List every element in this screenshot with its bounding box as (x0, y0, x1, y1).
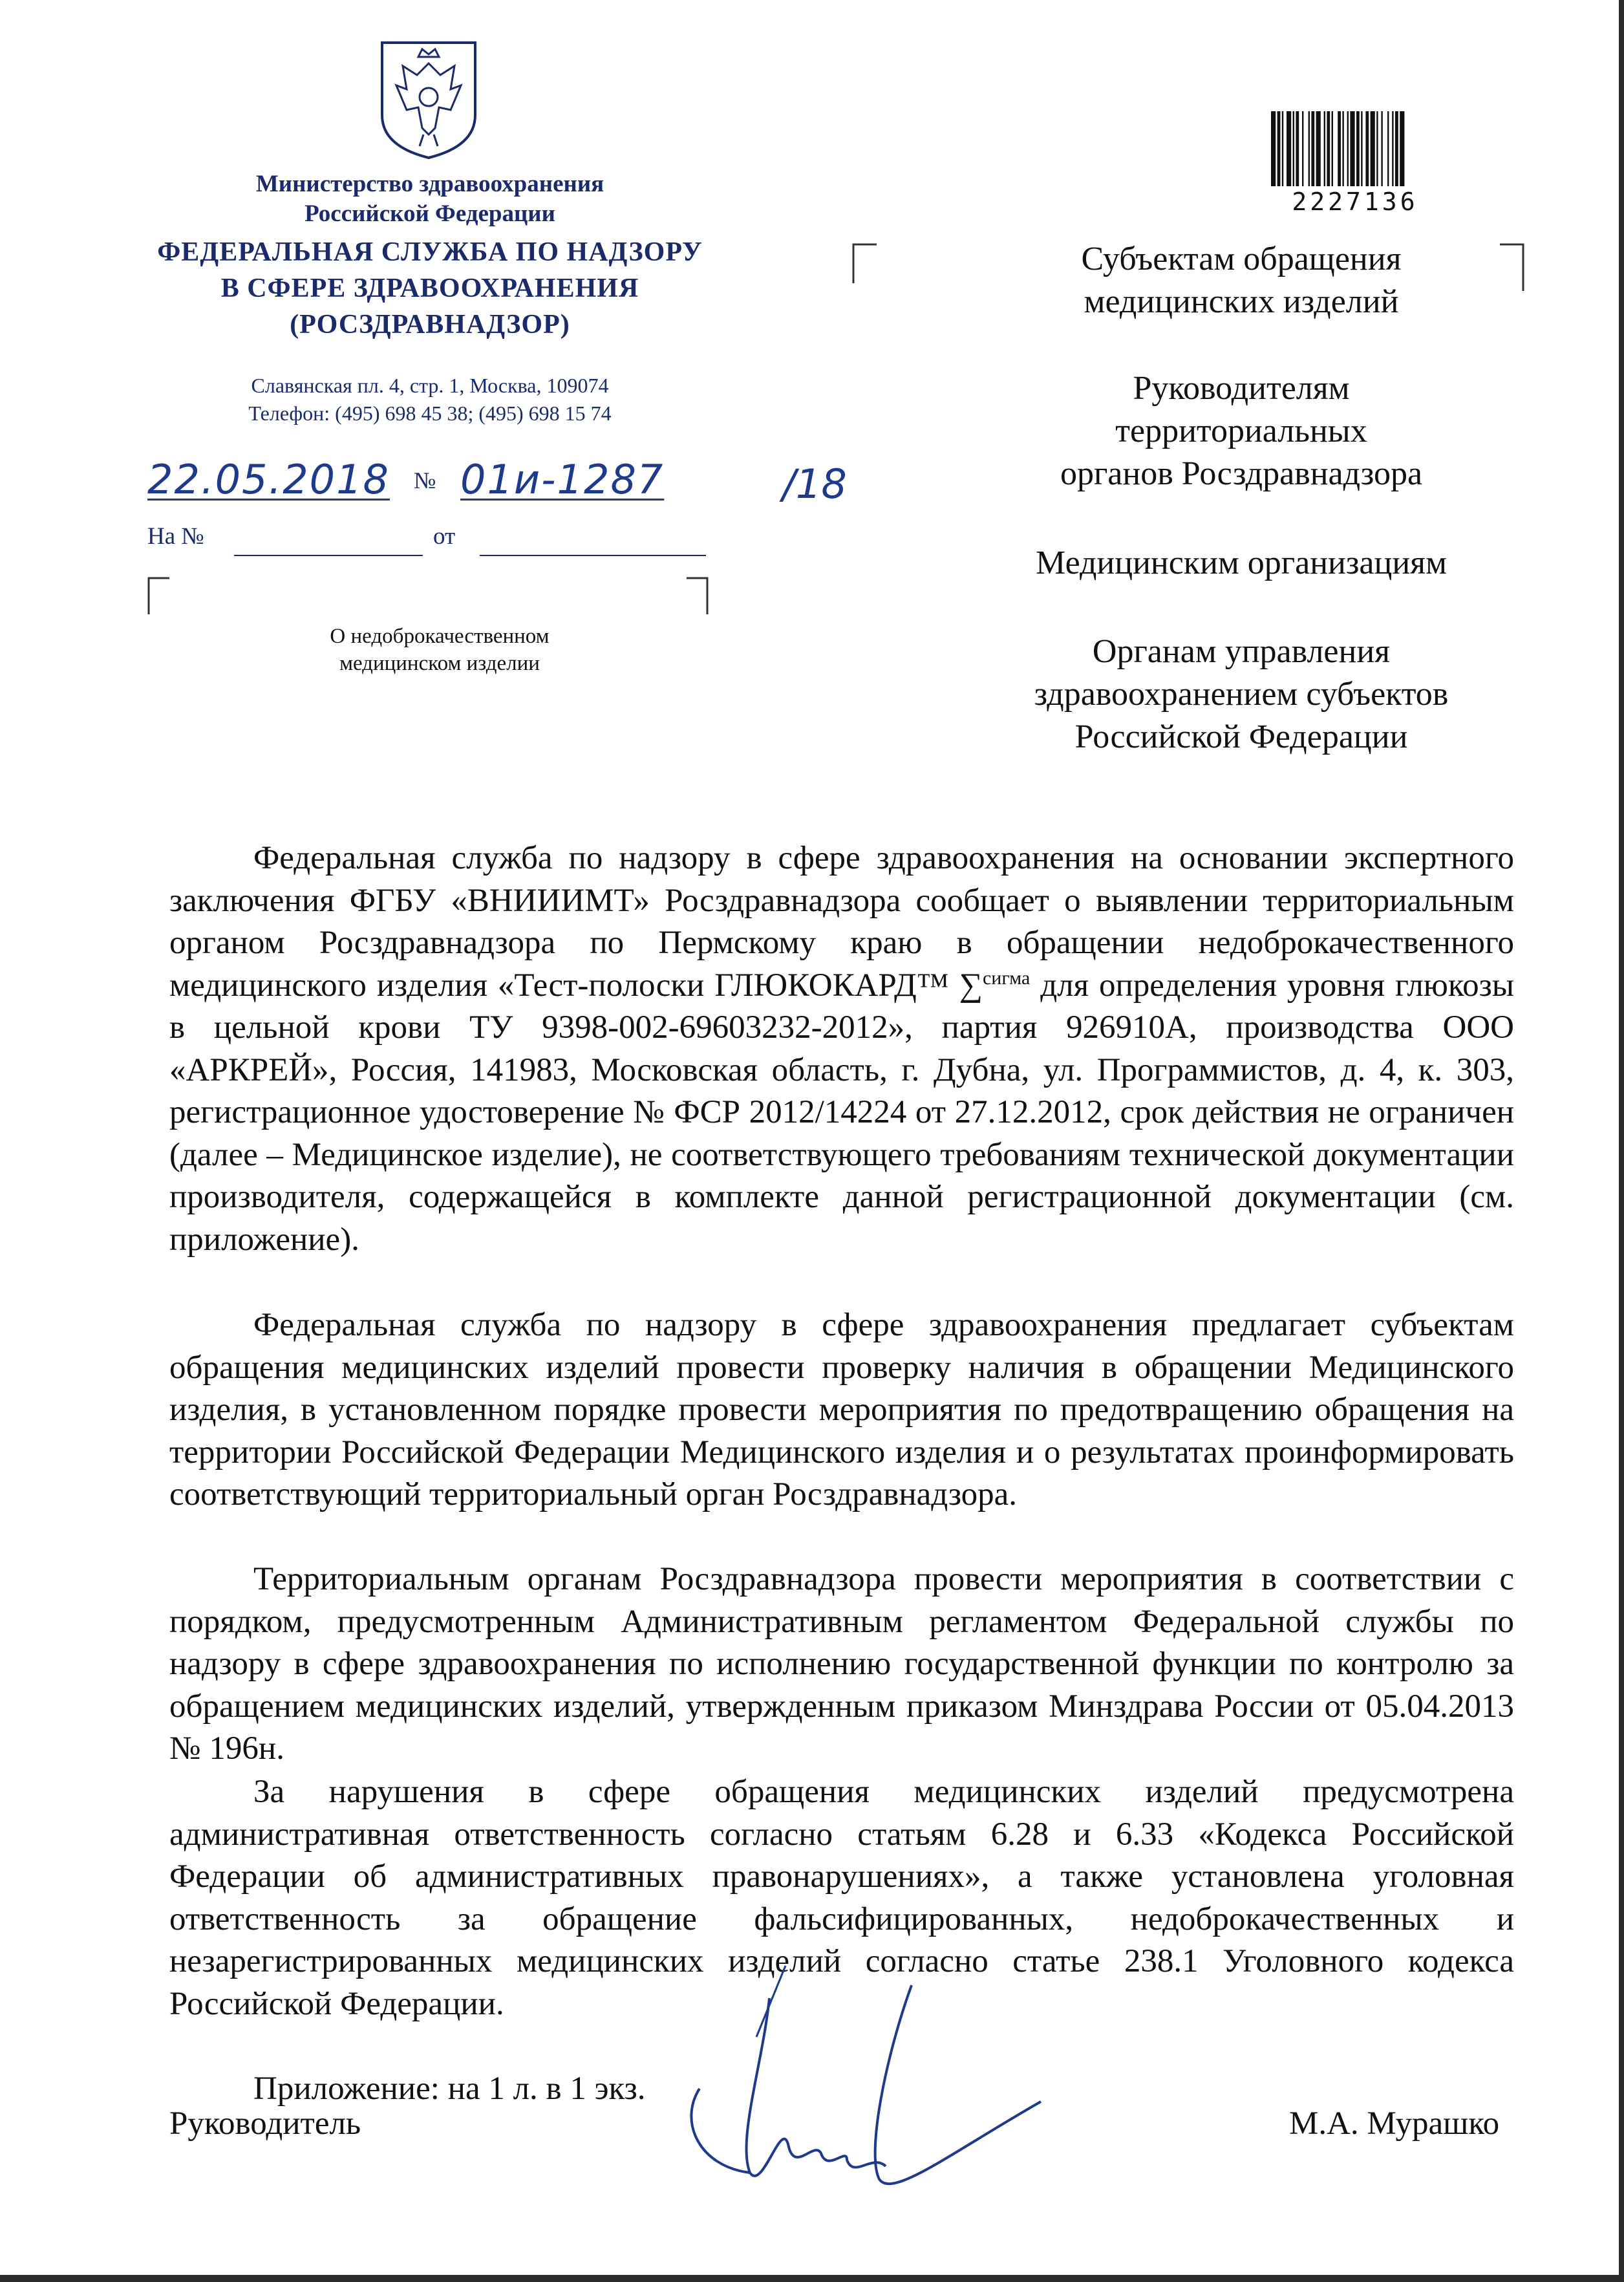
service-name-line-2: В СФЕРЕ ЗДРАВООХРАНЕНИЯ (220, 274, 639, 303)
barcode-bar (1309, 111, 1310, 186)
barcode-bar (1361, 111, 1362, 186)
address-line: Славянская пл. 4, стр. 1, Москва, 109074 (251, 374, 609, 397)
barcode-bar (1324, 111, 1325, 186)
barcode-number: 2227136 (1292, 188, 1418, 216)
addressee-line: Медицинским организациям (1036, 544, 1447, 581)
reference-from-label: от (433, 523, 456, 550)
handwritten-signature (653, 1959, 1067, 2231)
barcode-bar (1287, 111, 1291, 186)
subject-line (194, 623, 685, 677)
ministry-name (129, 169, 731, 229)
barcode-bar (1387, 111, 1389, 186)
barcode-bar (1338, 111, 1341, 186)
addressee-line: здравоохранением субъектов (1034, 676, 1449, 713)
coat-of-arms-icon (377, 38, 480, 160)
registration-date: 22.05.2018 (147, 456, 390, 503)
paragraph-text: для определения уровня глюкозы в цельной крови ТУ 9398-002-69603232-2012», партия 926910А, производства ООО «АРКРЕЙ», Россия, 141983, Московская область, г. Дубна, ул. Программистов, д. 4, к. 303, регистрационное удостоверение № ФСР 2012/14224 от 27.12.2012, срок действия не ограничен (далее – Медицинское изделие), не соответствующего требованиям технической документации производителя, содержащейся в комплекте данной регистрационной документации (см. приложение). (169, 967, 1514, 1258)
barcode (1271, 111, 1439, 186)
service-name-line-3: (РОСЗДРАВНАДЗОР) (290, 310, 570, 339)
barcode-bar (1302, 111, 1303, 186)
service-address (129, 372, 731, 427)
ministry-line: Министерство здравоохранения (255, 171, 604, 197)
scan-edge-bottom (0, 2275, 1624, 2282)
addressee-line: Субъектам обращения (1081, 241, 1402, 277)
reference-number-label: На № (147, 523, 204, 550)
reference-number-blank (234, 555, 423, 556)
barcode-bar (1371, 111, 1375, 186)
barcode-bar (1365, 111, 1369, 186)
barcode-bar (1327, 111, 1330, 186)
number-sign: № (414, 468, 436, 493)
phone-line: Телефон: (495) 698 45 38; (495) 698 15 74 (248, 402, 612, 425)
barcode-bar (1400, 111, 1404, 186)
registration-year-suffix: /18 (782, 460, 847, 508)
addressee-block-3 (886, 542, 1597, 585)
body-paragraph-2: Федеральная служба по надзору в сфере здравоохранения предлагает субъектам обращения медицинских изделий провести проверку наличия в обращении Медицинского изделия, в установленном порядке провести мероприятия по предотвращению обращения на территории Российской Федерации Медицинского изделия и о результатах проинформировать соответствующий территориальный орган Росздравнадзора. (169, 1307, 1514, 1512)
attachment-note: Приложение: на 1 л. в 1 экз. (253, 2071, 646, 2107)
barcode-bar (1296, 111, 1299, 186)
barcode-bar (1311, 111, 1314, 186)
signatory-name: М.А. Мурашко (1289, 2105, 1500, 2142)
signatory-title: Руководитель (169, 2105, 361, 2142)
paragraph-text: Федеральная служба по надзору в сфере здравоохранения на основании экспертного заключения ФГБУ «ВНИИИМТ» Росздравнадзора сообщает о выявлении территориальным органом Росздравнадзора по Пермскому краю в обращении недоброкачественного медицинского изделия «Тест-полоски ГЛЮКОКАРД™ ∑ (169, 840, 1514, 1004)
subject-line-2: медицинском изделии (339, 652, 540, 675)
addressee-block-4 (886, 630, 1597, 759)
barcode-bar (1342, 111, 1343, 186)
barcode-bar (1395, 111, 1398, 186)
ministry-country-line: Российской Федерации (304, 200, 555, 227)
service-name-line-1: ФЕДЕРАЛЬНАЯ СЛУЖБА ПО НАДЗОРУ (157, 237, 703, 267)
scan-edge-right (1619, 0, 1624, 2282)
addressee-block-2 (886, 367, 1597, 495)
registration-number: 01и-1287 (460, 456, 665, 503)
barcode-bar (1316, 111, 1321, 186)
barcode-bar (1381, 111, 1382, 186)
sigma-superscript: сигма (982, 967, 1031, 989)
addressee-line: Органам управления (1092, 633, 1391, 670)
body-paragraph-3: Территориальным органам Росздравнадзора провести мероприятия в соответствии с порядком, предусмотренным Административным регламентом Федеральной службы по надзору в сфере здравоохранения по исполнению государственной функции по контролю за обращением медицинских изделий, утвержденным приказом Минздрава России от 05.04.2013 № 196н. (169, 1561, 1514, 1767)
addressee-block-1 (886, 238, 1597, 323)
barcode-bar (1356, 111, 1360, 186)
body-paragraph-1 (169, 837, 1514, 1261)
addressee-line: Руководителям (1133, 370, 1350, 407)
reference-date-blank (480, 555, 706, 556)
barcode-bar (1277, 111, 1281, 186)
addressee-bracket-left (852, 243, 878, 285)
barcode-bar (1282, 111, 1283, 186)
service-name (129, 234, 731, 343)
barcode-bar (1350, 111, 1354, 186)
subject-line-1: О недоброкачественном (330, 625, 550, 648)
body-paragraph-4: За нарушения в сфере обращения медицинских изделий предусмотрена административная ответственность согласно статьям 6.28 и 6.33 «Кодекса Российской Федерации об административных правонарушениях», а также установлена уголовная ответственность за обращение фальсифицированных, недоброкачественных и незарегистрированных медицинских изделий согласно статье 238.1 Уголовного кодекса Российской Федерации. (169, 1774, 1514, 2022)
subject-bracket-right (685, 577, 709, 616)
barcode-bar (1271, 111, 1276, 186)
addressee-line: органов Росздравнадзора (1060, 455, 1423, 492)
barcode-bar (1332, 111, 1333, 186)
barcode-bar (1376, 111, 1378, 186)
addressee-line: Российской Федерации (1074, 718, 1408, 755)
subject-bracket-left (147, 577, 171, 616)
addressee-line: медицинских изделий (1084, 283, 1399, 320)
addressee-line: территориальных (1115, 413, 1367, 449)
barcode-bar (1293, 111, 1294, 186)
barcode-bar (1347, 111, 1349, 186)
barcode-bar (1392, 111, 1393, 186)
